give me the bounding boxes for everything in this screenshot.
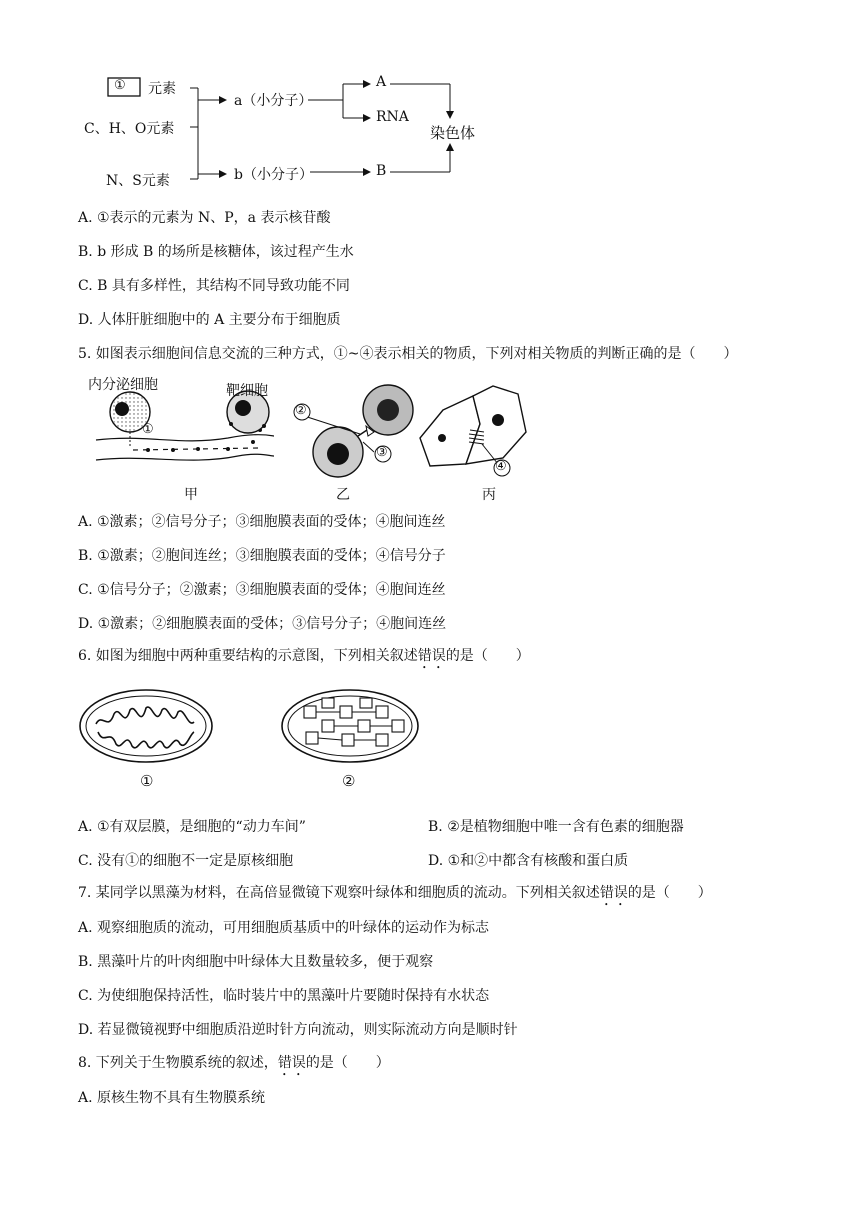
panel-jia-label: 甲 [184, 487, 198, 503]
q8-option-a: A. 原核生物不具有生物膜系统 [78, 1090, 266, 1106]
q5-option-c: C. ①信号分子；②激素；③细胞膜表面的受体；④胞间连丝 [78, 582, 446, 598]
q4-option-d: D. 人体肝脏细胞中的 A 主要分布于细胞质 [78, 312, 341, 328]
q4-diagram [78, 66, 518, 196]
q6-figure [78, 684, 438, 794]
q7-emphasis: 错误 [599, 885, 628, 901]
marker-2: ② [295, 403, 307, 418]
marker-1: ① [142, 422, 154, 437]
rna-label: RNA [376, 109, 409, 125]
panel-yi-label: 乙 [336, 487, 350, 503]
q7-option-c: C. 为使细胞保持活性，临时装片中的黑藻叶片要随时保持有水状态 [78, 988, 490, 1004]
chromosome-label: 染色体 [430, 124, 476, 142]
q8-stem: 8. 下列关于生物膜系统的叙述，错误的是（ ） [78, 1055, 390, 1071]
ns-element-label: N、S元素 [106, 173, 170, 189]
q4-option-b: B. b 形成 B 的场所是核糖体，该过程产生水 [78, 244, 354, 260]
q4-option-c: C. B 具有多样性，其结构不同导致功能不同 [78, 278, 350, 294]
q4-option-a: A. ①表示的元素为 N、P，a 表示核苷酸 [78, 210, 331, 226]
q6-emphasis: 错误 [417, 648, 446, 664]
small-molecule-b: b（小分子） [234, 167, 313, 183]
marker-4: ④ [495, 459, 507, 474]
structure-1-label: ① [140, 772, 154, 790]
marker-3: ③ [376, 445, 388, 460]
q5-option-d: D. ①激素；②细胞膜表面的受体；③信号分子；④胞间连丝 [78, 616, 447, 632]
q6-option-c: C. 没有①的细胞不一定是原核细胞 [78, 853, 294, 869]
endocrine-cell-label: 内分泌细胞 [88, 377, 158, 393]
q6-option-d: D. ①和②中都含有核酸和蛋白质 [428, 853, 629, 869]
q6-stem: 6. 如图为细胞中两种重要结构的示意图，下列相关叙述错误的是（ ） [78, 648, 530, 664]
q5-stem: 5. 如图表示细胞间信息交流的三种方式，①~④表示相关的物质，下列对相关物质的判断正确的是（ ） [78, 346, 738, 362]
q6-option-b: B. ②是植物细胞中唯一含有色素的细胞器 [428, 819, 684, 835]
q7-stem: 7. 某同学以黑藻为材料，在高倍显微镜下观察叶绿体和细胞质的流动。下列相关叙述错误的是（ ） [78, 885, 712, 901]
element-label: 元素 [148, 81, 176, 97]
macromolecule-b: B [376, 163, 387, 179]
macromolecule-a: A [376, 74, 387, 90]
element-box-label: ① [114, 78, 126, 93]
organelle-illustration [78, 684, 438, 794]
q7-option-d: D. 若显微镜视野中细胞质沿逆时针方向流动，则实际流动方向是顺时针 [78, 1022, 518, 1038]
target-cell-label: 靶细胞 [226, 383, 268, 399]
chon-element-label: C、H、O元素 [84, 121, 175, 137]
small-molecule-a: a（小分子） [234, 93, 313, 109]
q8-emphasis: 错误 [277, 1055, 306, 1071]
structure-2-label: ② [342, 772, 356, 790]
q7-option-a: A. 观察细胞质的流动，可用细胞质基质中的叶绿体的运动作为标志 [78, 920, 490, 936]
q6-option-a: A. ①有双层膜，是细胞的“动力车间” [78, 819, 306, 835]
q5-option-a: A. ①激素；②信号分子；③细胞膜表面的受体；④胞间连丝 [78, 514, 446, 530]
q7-option-b: B. 黑藻叶片的叶肉细胞中叶绿体大且数量较多，便于观察 [78, 954, 434, 970]
q5-option-b: B. ①激素；②胞间连丝；③细胞膜表面的受体；④信号分子 [78, 548, 446, 564]
panel-bing-label: 丙 [482, 487, 496, 503]
q5-figure [88, 372, 528, 507]
